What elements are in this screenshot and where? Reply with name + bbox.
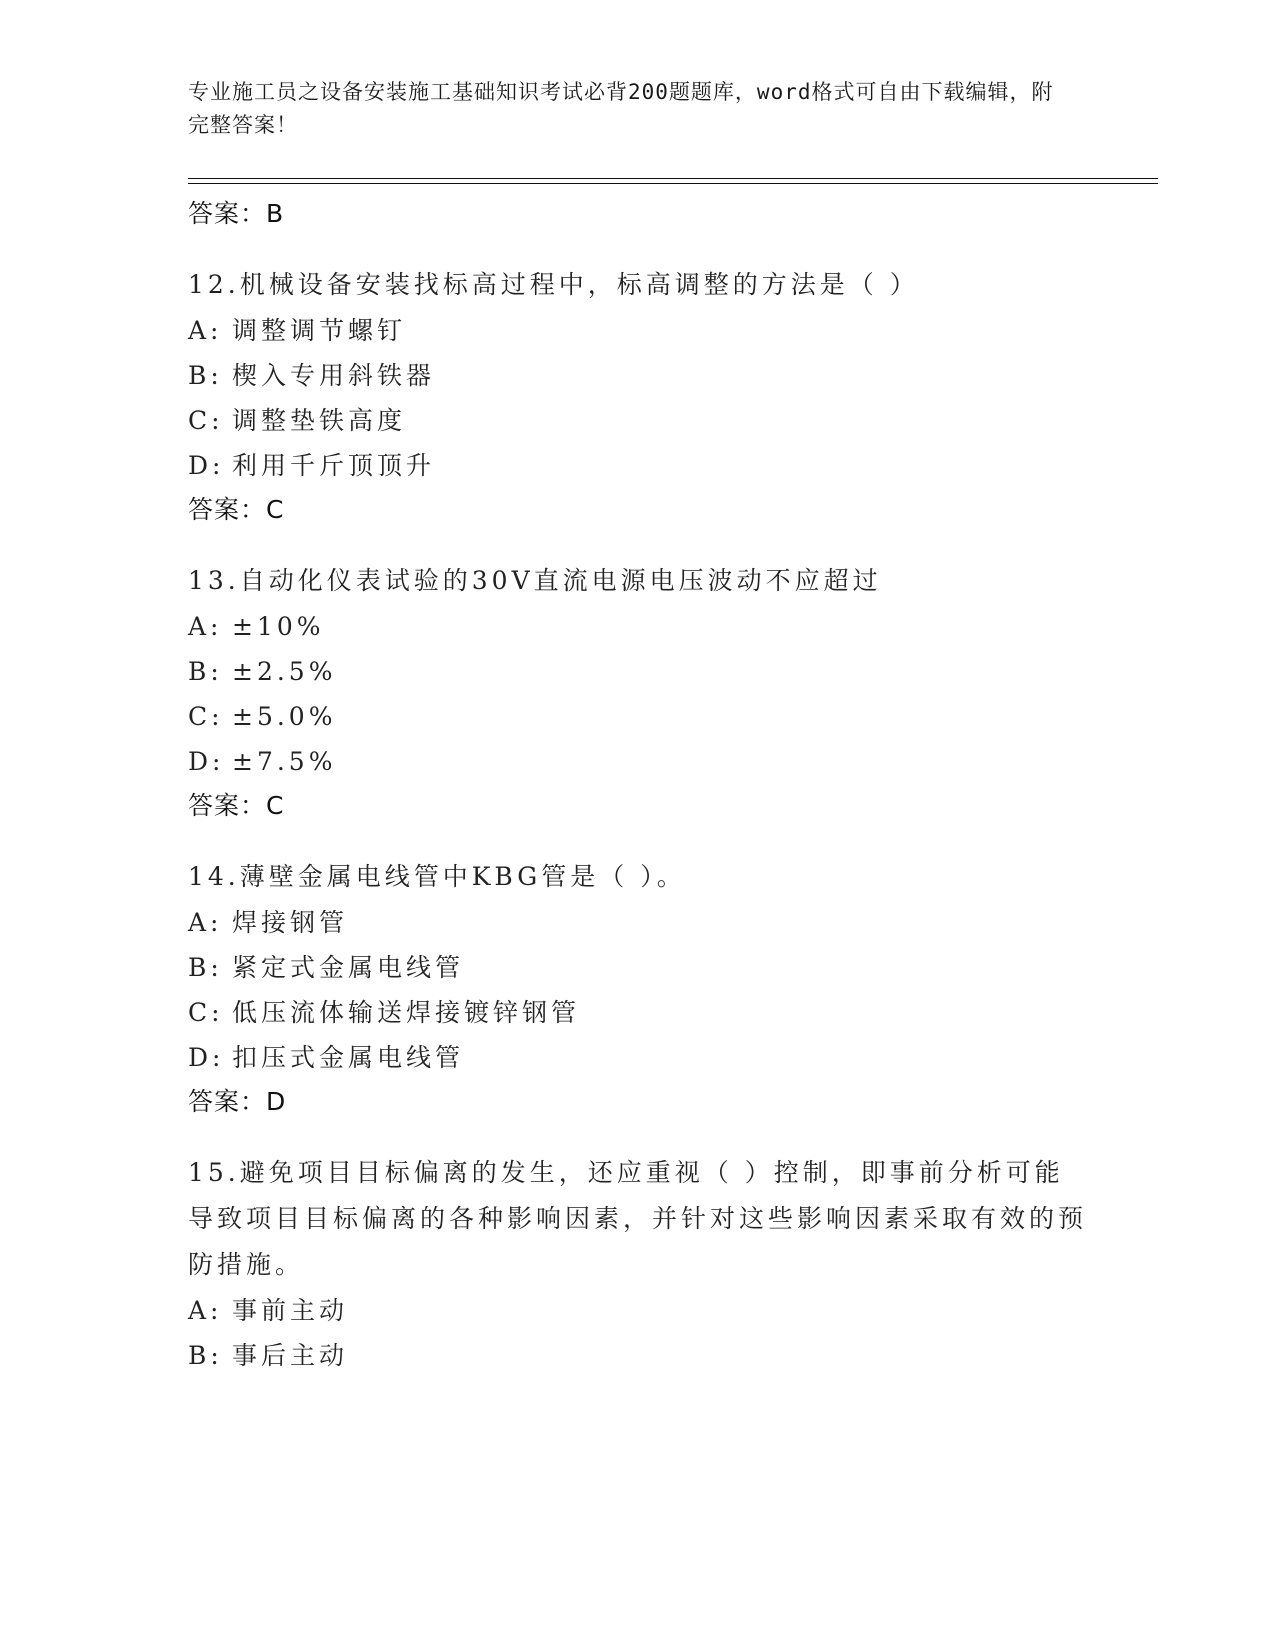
option-item: [188, 1333, 1088, 1378]
option-text: 楔入专用斜铁器: [232, 361, 436, 390]
option-text: 调整垫铁高度: [232, 406, 407, 435]
option-item: [188, 398, 1088, 443]
option-key: B:: [188, 361, 223, 390]
option-key: B:: [188, 1341, 223, 1370]
option-text: ±5.0%: [232, 702, 337, 731]
option-item: [188, 353, 1088, 398]
header-divider-bottom: [188, 183, 1158, 184]
question-list: [188, 188, 1088, 1378]
option-key: A:: [188, 908, 223, 937]
question-item: [188, 262, 1088, 532]
option-text: ±7.5%: [232, 747, 337, 776]
option-item: [188, 649, 1088, 694]
option-text: 利用千斤顶顶升: [232, 451, 436, 480]
option-text: 低压流体输送焊接镀锌钢管: [232, 998, 581, 1027]
option-key: B:: [188, 657, 223, 686]
option-item: [188, 739, 1088, 784]
question-item: [188, 1150, 1088, 1378]
option-text: ±10%: [232, 612, 325, 641]
option-text: 紧定式金属电线管: [232, 953, 465, 982]
question-text: 12.机械设备安装找标高过程中，标高调整的方法是（ ）: [188, 270, 919, 299]
option-text: 事后主动: [232, 1341, 349, 1370]
option-item: [188, 694, 1088, 739]
option-item: [188, 308, 1088, 353]
option-item: [188, 945, 1088, 990]
option-key: C:: [188, 998, 224, 1027]
option-item: [188, 1035, 1088, 1080]
option-key: B:: [188, 953, 223, 982]
question-text: 13.自动化仪表试验的30V直流电源电压波动不应超过: [188, 566, 882, 595]
option-item: [188, 900, 1088, 945]
option-item: [188, 990, 1088, 1035]
option-text: ±2.5%: [232, 657, 337, 686]
option-item: [188, 1288, 1088, 1333]
option-key: A:: [188, 612, 223, 641]
question-item: [188, 558, 1088, 828]
option-text: 调整调节螺钉: [232, 316, 407, 345]
answer-line: 答案：C: [188, 791, 285, 820]
option-text: 事前主动: [232, 1296, 349, 1325]
option-item: [188, 443, 1088, 488]
option-key: C:: [188, 406, 224, 435]
option-key: C:: [188, 702, 224, 731]
option-key: A:: [188, 1296, 223, 1325]
option-key: D:: [188, 451, 225, 480]
option-text: 扣压式金属电线管: [232, 1043, 465, 1072]
question-item: [188, 854, 1088, 1124]
option-key: A:: [188, 316, 223, 345]
option-key: D:: [188, 747, 225, 776]
question-text: 14.薄壁金属电线管中KBG管是（ ）。: [188, 862, 686, 891]
answer-line: 答案：B: [188, 199, 285, 228]
document-header: 专业施工员之设备安装施工基础知识考试必背200题题库，word格式可自由下载编辑，附完整答案！: [188, 80, 1054, 137]
option-text: 焊接钢管: [232, 908, 349, 937]
header-divider-top: [188, 178, 1158, 179]
answer-line: 答案：C: [188, 495, 285, 524]
option-item: [188, 604, 1088, 649]
option-key: D:: [188, 1043, 225, 1072]
answer-line: 答案：D: [188, 1087, 287, 1116]
question-text: 15.避免项目目标偏离的发生，还应重视（ ）控制，即事前分析可能导致项目目标偏离的各种影响因素，并针对这些影响因素采取有效的预防措施。: [188, 1158, 1088, 1279]
